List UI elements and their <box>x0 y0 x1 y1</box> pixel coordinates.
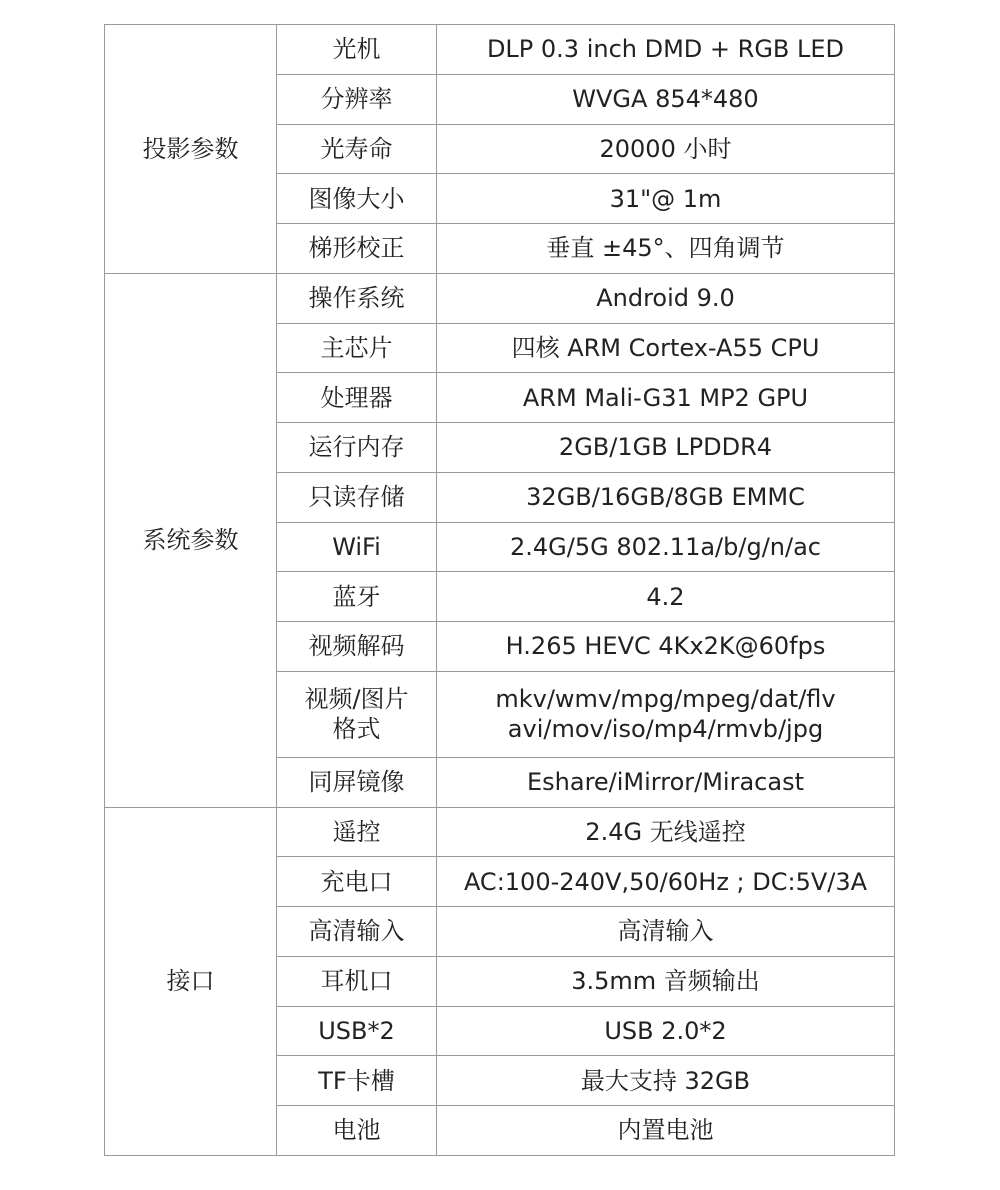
spec-value: 高清输入 <box>437 907 895 957</box>
group-label-system: 系统参数 <box>105 273 277 807</box>
spec-key: 同屏镜像 <box>277 757 437 807</box>
spec-key: 电池 <box>277 1106 437 1156</box>
spec-value: Eshare/iMirror/Miracast <box>437 757 895 807</box>
spec-key: 只读存储 <box>277 472 437 522</box>
spec-value: ARM Mali-G31 MP2 GPU <box>437 373 895 423</box>
spec-value: AC:100-240V,50/60Hz ; DC:5V/3A <box>437 857 895 907</box>
spec-key: 主芯片 <box>277 323 437 373</box>
table-row <box>105 273 895 323</box>
spec-key: 蓝牙 <box>277 572 437 622</box>
spec-value: 4.2 <box>437 572 895 622</box>
spec-value: H.265 HEVC 4Kx2K@60fps <box>437 622 895 672</box>
spec-value <box>437 671 895 757</box>
spec-value: WVGA 854*480 <box>437 74 895 124</box>
spec-value: 最大支持 32GB <box>437 1056 895 1106</box>
spec-key: WiFi <box>277 522 437 572</box>
table-row <box>105 25 895 75</box>
spec-value: USB 2.0*2 <box>437 1006 895 1056</box>
spec-value: 内置电池 <box>437 1106 895 1156</box>
group-label-projection: 投影参数 <box>105 25 277 274</box>
spec-table <box>104 24 895 1156</box>
spec-key: 分辨率 <box>277 74 437 124</box>
spec-value: 32GB/16GB/8GB EMMC <box>437 472 895 522</box>
spec-value: 3.5mm 音频输出 <box>437 956 895 1006</box>
spec-value: 2.4G 无线遥控 <box>437 807 895 857</box>
spec-value: 2GB/1GB LPDDR4 <box>437 423 895 473</box>
spec-key: 遥控 <box>277 807 437 857</box>
spec-key: 高清输入 <box>277 907 437 957</box>
spec-value: Android 9.0 <box>437 273 895 323</box>
spec-key: USB*2 <box>277 1006 437 1056</box>
spec-key: 操作系统 <box>277 273 437 323</box>
spec-key: 光寿命 <box>277 124 437 174</box>
spec-key: 耳机口 <box>277 956 437 1006</box>
spec-value: 四核 ARM Cortex-A55 CPU <box>437 323 895 373</box>
spec-key: 梯形校正 <box>277 224 437 274</box>
spec-key-line: 格式 <box>332 715 381 744</box>
spec-key: 视频解码 <box>277 622 437 672</box>
spec-key: TF卡槽 <box>277 1056 437 1106</box>
spec-value: 2.4G/5G 802.11a/b/g/n/ac <box>437 522 895 572</box>
spec-key <box>277 671 437 757</box>
spec-value: 20000 小时 <box>437 124 895 174</box>
spec-key: 处理器 <box>277 373 437 423</box>
spec-value: 垂直 ±45°、四角调节 <box>437 224 895 274</box>
spec-key: 运行内存 <box>277 423 437 473</box>
spec-key: 充电口 <box>277 857 437 907</box>
spec-key-line: 视频/图片 <box>304 685 409 714</box>
spec-value: 31"@ 1m <box>437 174 895 224</box>
group-label-interface: 接口 <box>105 807 277 1155</box>
spec-value-line: mkv/wmv/mpg/mpeg/dat/flv <box>495 685 836 714</box>
table-row <box>105 807 895 857</box>
spec-value: DLP 0.3 inch DMD + RGB LED <box>437 25 895 75</box>
spec-key: 光机 <box>277 25 437 75</box>
spec-key: 图像大小 <box>277 174 437 224</box>
spec-value-line: avi/mov/iso/mp4/rmvb/jpg <box>507 715 824 744</box>
